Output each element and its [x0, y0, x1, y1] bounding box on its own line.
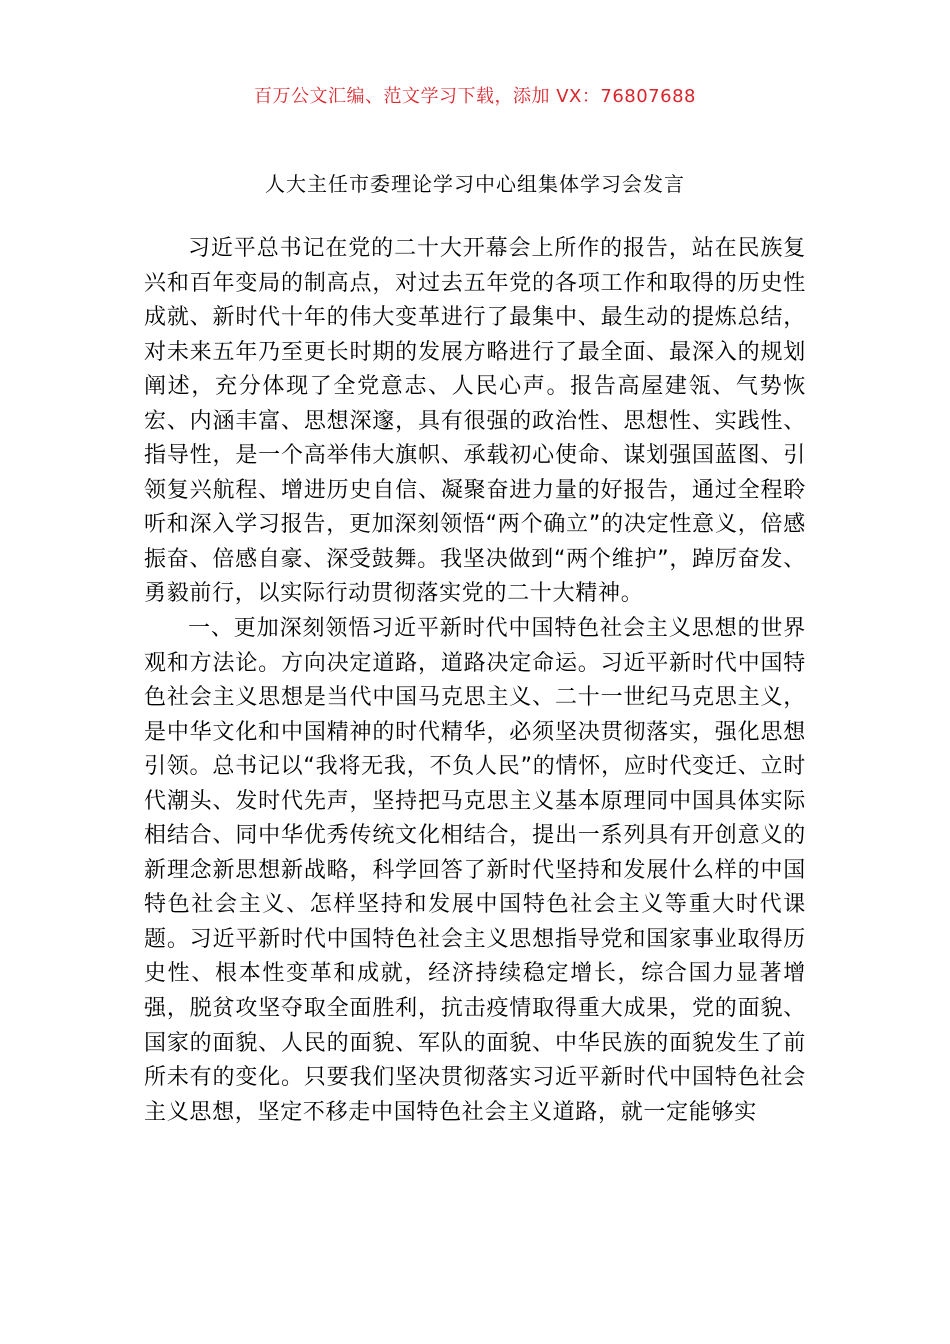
paragraph-section-one: 一、更加深刻领悟习近平新时代中国特色社会主义思想的世界观和方法论。方向决定道路，道路决定命运。习近平新时代中国特色社会主义思想是当代中国马克思主义、二十一世纪马克思主义，是中华文化和中国精神的时代精华，必须坚决贯彻落实，强化思想引领。总书记以“我将无我，不负人民”的情怀，应时代变迁、立时代潮头、发时代先声，坚持把马克思主义基本原理同中国具体实际相结合、同中华优秀传统文化相结合，提出一系列具有开创意义的新理念新思想新战略，科学回答了新时代坚持和发展什么样的中国特色社会主义、怎样坚持和发展中国特色社会主义等重大时代课题。习近平新时代中国特色社会主义思想指导党和国家事业取得历史性、根本性变革和成就，经济持续稳定增长，综合国力显著增强，脱贫攻坚夺取全面胜利，抗击疫情取得重大成果，党的面貌、国家的面貌、人民的面貌、军队的面貌、中华民族的面貌发生了前所未有的变化。只要我们坚决贯彻落实习近平新时代中国特色社会主义思想，坚定不移走中国特色社会主义道路，就一定能够实	[144, 616, 806, 1125]
paragraph-intro: 习近平总书记在党的二十大开幕会上所作的报告，站在民族复兴和百年变局的制高点，对过去五年党的各项工作和取得的历史性成就、新时代十年的伟大变革进行了最集中、最生动的提炼总结，对未来五年乃至更长时期的发展方略进行了最全面、最深入的规划阐述，充分体现了全党意志、人民心声。报告高屋建瓴、气势恢宏、内涵丰富、思想深邃，具有很强的政治性、思想性、实践性、指导性，是一个高举伟大旗帜、承载初心使命、谋划强国蓝图、引领复兴航程、增进历史自信、凝聚奋进力量的好报告，通过全程聆听和深入学习报告，更加深刻领悟“两个确立”的决定性意义，倍感振奋、倍感自豪、深受鼓舞。我坚决做到“两个维护”，踔厉奋发、勇毅前行，以实际行动贯彻落实党的二十大精神。	[144, 236, 806, 607]
header-watermark-note: 百万公文汇编、范文学习下载，添加 VX：76807688	[254, 86, 696, 107]
document-body	[144, 232, 806, 1130]
document-title: 人大主任市委理论学习中心组集体学习会发言	[265, 172, 685, 196]
